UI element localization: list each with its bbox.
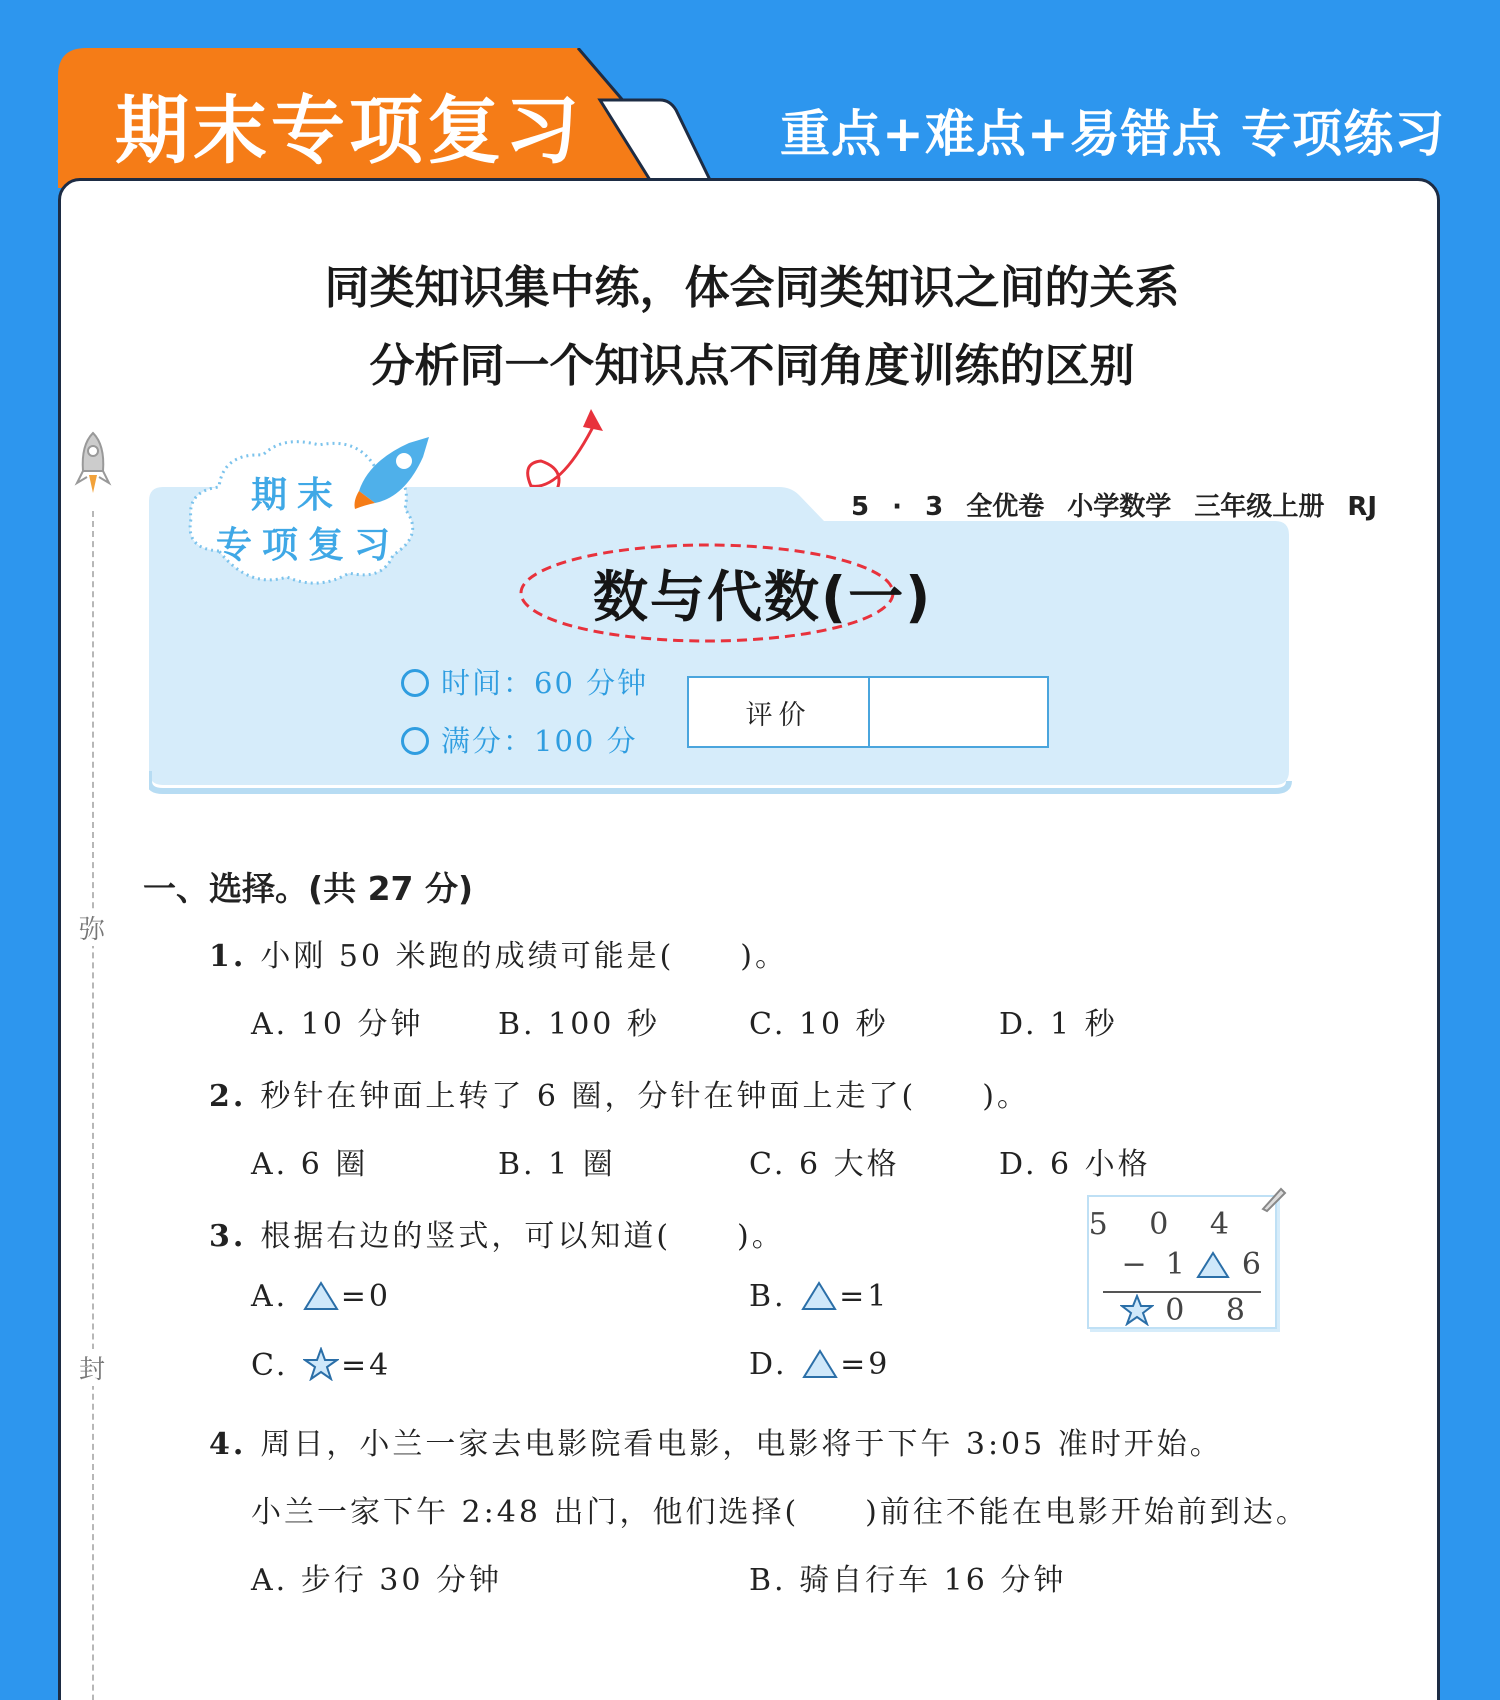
q4-option-b[interactable]: B. 骑自行车 16 分钟 xyxy=(749,1563,1067,1598)
q3-option-a[interactable]: A. =0 xyxy=(251,1279,391,1314)
question-4-line-2: 小兰一家下午 2:48 出门，他们选择( )前往不能在电影开始前到达。 xyxy=(251,1495,1309,1530)
intro-line-1: 同类知识集中练，体会同类知识之间的关系 xyxy=(61,251,1440,316)
question-1: 1. 小刚 50 米跑的成绩可能是( )。 xyxy=(209,939,788,974)
triangle-icon xyxy=(802,1348,838,1380)
rocket-icon xyxy=(349,431,439,511)
evaluation-input[interactable] xyxy=(870,678,1047,746)
section-heading: 一、选择。(共 27 分) xyxy=(143,869,474,908)
star-icon xyxy=(1120,1294,1154,1326)
question-2: 2. 秒针在钟面上转了 6 圈，分针在钟面上走了( )。 xyxy=(209,1079,1030,1114)
evaluation-label: 评价 xyxy=(689,678,870,746)
calc-row-2: − 1 6 xyxy=(1121,1247,1261,1282)
pencil-icon xyxy=(1259,1183,1287,1213)
header-tab-title: 期末专项复习 xyxy=(115,88,583,174)
badge-line-2: 专项复习 xyxy=(216,525,401,566)
binding-char-1: 弥 xyxy=(79,909,105,946)
triangle-icon xyxy=(1196,1250,1230,1280)
q3-option-d[interactable]: D. =9 xyxy=(749,1347,891,1382)
q4-option-a[interactable]: A. 步行 30 分钟 xyxy=(251,1563,502,1598)
worksheet-title: 数与代数(一) xyxy=(593,565,933,629)
worksheet-page xyxy=(58,178,1440,1700)
intro-line-2: 分析同一个知识点不同角度训练的区别 xyxy=(61,329,1440,394)
q1-option-c[interactable]: C. 10 秒 xyxy=(749,1007,889,1042)
time-limit: 时间：60 分钟 xyxy=(401,661,648,702)
triangle-icon xyxy=(303,1280,339,1312)
full-score: 满分：100 分 xyxy=(401,719,638,760)
rocket-small-icon xyxy=(73,431,113,501)
book-info: 5 · 3 全优卷 小学数学 三年级上册 RJ xyxy=(851,492,1378,522)
tab-fold xyxy=(590,90,720,190)
q2-option-d[interactable]: D. 6 小格 xyxy=(999,1147,1151,1182)
q1-option-b[interactable]: B. 100 秒 xyxy=(498,1007,660,1042)
q3-option-b[interactable]: B. =1 xyxy=(749,1279,890,1314)
binding-dashed-line xyxy=(92,511,94,1700)
calc-row-3: 0 8 xyxy=(1118,1293,1261,1328)
badge-line-1: 期末 xyxy=(251,475,344,516)
star-icon xyxy=(303,1347,339,1381)
timer-icon xyxy=(401,669,429,697)
q1-option-d[interactable]: D. 1 秒 xyxy=(999,1007,1118,1042)
triangle-icon xyxy=(801,1280,837,1312)
vertical-subtraction xyxy=(1087,1195,1277,1329)
check-circle-icon xyxy=(401,727,429,755)
evaluation-box xyxy=(687,676,1049,748)
question-4-line-1: 4. 周日，小兰一家去电影院看电影，电影将于下午 3:05 准时开始。 xyxy=(209,1427,1223,1462)
q2-option-b[interactable]: B. 1 圈 xyxy=(498,1147,616,1182)
q1-option-a[interactable]: A. 10 分钟 xyxy=(251,1007,424,1042)
question-3: 3. 根据右边的竖式，可以知道( )。 xyxy=(209,1219,785,1254)
q3-option-c[interactable]: C. =4 xyxy=(251,1348,392,1383)
q2-option-a[interactable]: A. 6 圈 xyxy=(251,1147,369,1182)
header-subtitle: 重点+难点+易错点 专项练习 xyxy=(780,105,1446,163)
calc-row-1: 5 0 4 xyxy=(1088,1207,1245,1242)
q2-option-c[interactable]: C. 6 大格 xyxy=(749,1147,900,1182)
binding-char-2: 封 xyxy=(79,1349,105,1386)
